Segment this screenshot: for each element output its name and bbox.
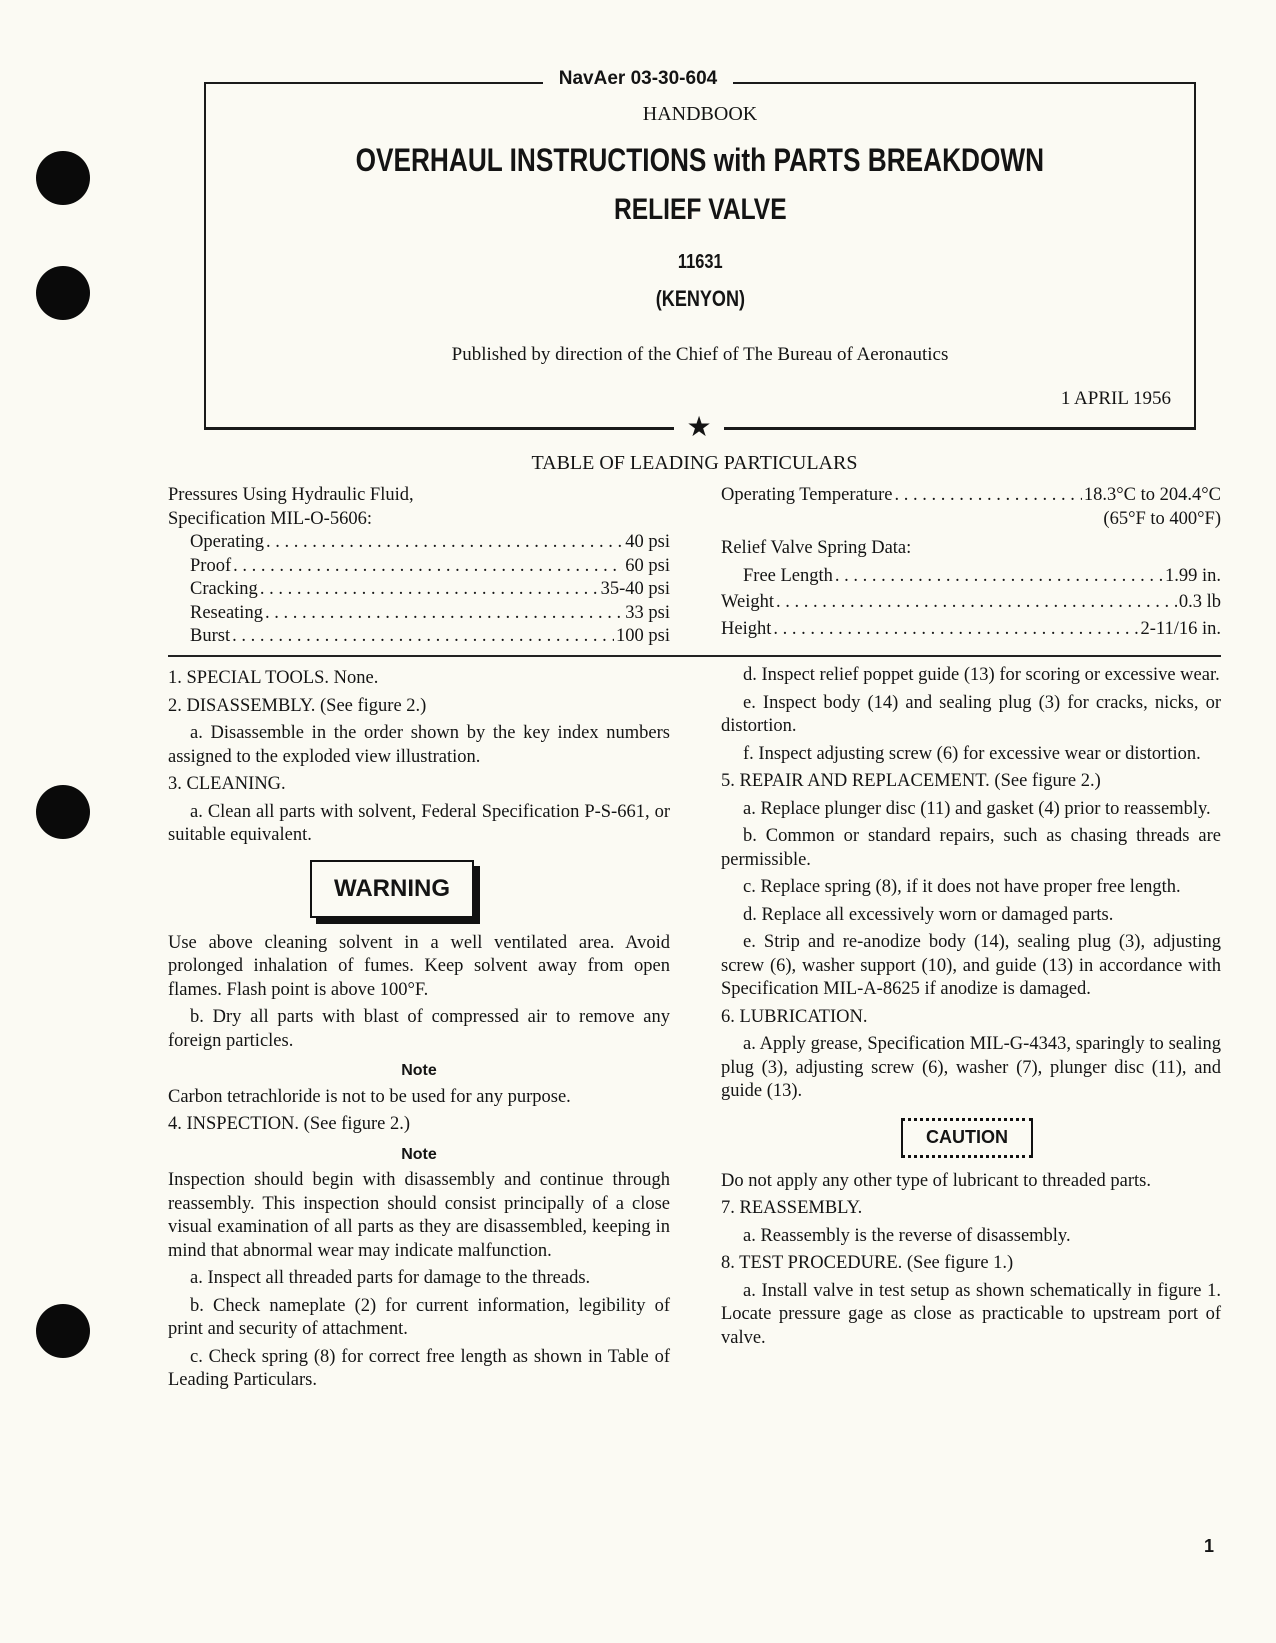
particular-row — [190, 555, 670, 579]
leader-dots — [232, 625, 614, 649]
paragraph: a. Install valve in test setup as shown schematically in figure 1. Locate pressure gage as close as practicable to upstream port of valve. — [721, 1280, 1221, 1348]
particular-row — [190, 602, 670, 626]
published-by: Published by direction of the Chief of The Bureau of Aeronautics — [451, 344, 949, 365]
particular-label: Height — [721, 618, 772, 639]
doc-number-text: NavAer 03-30-604 — [543, 68, 733, 89]
particular-label: Weight — [721, 592, 774, 612]
warning-box: WARNING — [310, 860, 474, 918]
particular-value: 1.99 in. — [1164, 565, 1221, 586]
particular-label: Operating — [190, 532, 264, 552]
particular-value: 2-11/16 in. — [1140, 618, 1221, 639]
manufacturer-text: (KENYON) — [655, 286, 745, 311]
leader-dots — [260, 578, 599, 602]
pressures-heading: Pressures Using Hydraulic Fluid, — [168, 485, 414, 505]
particular-row — [721, 618, 1221, 642]
section-inspection: 4. INSPECTION. (See figure 2.) — [168, 1114, 410, 1134]
note-text: Inspection should begin with disassembly and continue through reassembly. This inspection should consist principally of a close visual examination of all parts as they are disassembled, keeping in mind that abnormal wear may indicate malfunction. — [168, 1170, 670, 1261]
publication-date: 1 APRIL 1956 — [1060, 388, 1171, 409]
particular-value: 40 psi — [625, 532, 670, 552]
particular-row — [190, 625, 670, 649]
particular-label: Burst — [190, 626, 231, 646]
binder-hole — [36, 151, 90, 205]
particular-label: Cracking — [190, 579, 258, 599]
doc-subtitle — [204, 193, 1196, 227]
leader-dots — [266, 531, 623, 555]
section-test-procedure: 8. TEST PROCEDURE. (See figure 1.) — [721, 1253, 1014, 1273]
doc-number — [0, 68, 1276, 90]
leader-dots — [265, 602, 623, 626]
particular-value: 18.3°C to 204.4°C — [1083, 485, 1221, 505]
spring-heading: Relief Valve Spring Data: — [721, 538, 912, 558]
leader-dots — [773, 618, 1138, 642]
particulars-left — [168, 484, 670, 649]
note-heading: Note — [401, 1062, 437, 1079]
particular-row — [190, 578, 670, 602]
section-lubrication: 6. LUBRICATION. — [721, 1006, 868, 1027]
particular-label: Free Length — [743, 565, 833, 586]
paragraph: a. Reassembly is the reverse of disassembly. — [743, 1225, 1071, 1246]
particular-value: 60 psi — [625, 555, 670, 576]
doc-subtitle-text: RELIEF VALVE — [613, 193, 787, 226]
leader-dots — [894, 484, 1081, 508]
section-repair: 5. REPAIR AND REPLACEMENT. (See figure 2.) — [721, 771, 1101, 791]
section-divider — [168, 655, 1221, 657]
paragraph: b. Check nameplate (2) for current information, legibility of print and security of attachment. — [168, 1295, 670, 1339]
paragraph: d. Replace all excessively worn or damaged parts. — [743, 904, 1114, 925]
binder-hole — [36, 785, 90, 839]
handbook-label: HANDBOOK — [642, 103, 758, 125]
paragraph: c. Check spring (8) for correct free length as shown in Table of Leading Particulars. — [168, 1346, 670, 1390]
paragraph: e. Inspect body (14) and sealing plug (3) for cracks, nicks, or distortion. — [721, 692, 1221, 736]
paragraph: d. Inspect relief poppet guide (13) for scoring or excessive wear. — [743, 665, 1220, 685]
paragraph: a. Apply grease, Specification MIL-G-4343, sparingly to sealing plug (3), adjusting screw (6), washer (7), plunger disc (11), and guide (13). — [721, 1034, 1221, 1101]
section-disassembly: 2. DISASSEMBLY. (See figure 2.) — [168, 695, 427, 716]
note-heading: Note — [401, 1145, 437, 1163]
particular-value: 100 psi — [616, 626, 670, 646]
binder-hole — [36, 266, 90, 320]
particular-value: 0.3 lb — [1178, 592, 1221, 612]
page-number: 1 — [1204, 1536, 1215, 1556]
particulars-right — [721, 484, 1221, 641]
section-reassembly: 7. REASSEMBLY. — [721, 1198, 863, 1218]
doc-title-text: OVERHAUL INSTRUCTIONS with PARTS BREAKDOWN — [355, 142, 1045, 178]
right-column — [721, 664, 1221, 1354]
particular-label: Operating Temperature — [721, 485, 893, 505]
caution-text: Do not apply any other type of lubricant to threaded parts. — [721, 1170, 1151, 1191]
left-column — [168, 667, 670, 1397]
section-special-tools: 1. SPECIAL TOOLS. None. — [168, 668, 379, 688]
particular-label: Reseating — [190, 602, 263, 623]
leader-dots — [835, 565, 1163, 589]
section-cleaning: 3. CLEANING. — [168, 774, 286, 794]
paragraph: a. Disassemble in the order shown by the key index numbers assigned to the exploded view illustration. — [168, 723, 670, 767]
particular-row — [190, 531, 670, 555]
paragraph: b. Common or standard repairs, such as chasing threads are permissible. — [721, 826, 1221, 870]
paragraph: e. Strip and re-anodize body (14), sealing plug (3), adjusting screw (6), washer support (10), and guide (13) in accordance with Specification MIL-A-8625 if anodize is damaged. — [721, 932, 1221, 999]
paragraph: c. Replace spring (8), if it does not have proper free length. — [743, 877, 1181, 897]
particular-row — [721, 565, 1221, 589]
particular-value: 33 psi — [625, 602, 670, 623]
note-text: Carbon tetrachloride is not to be used for any purpose. — [168, 1086, 571, 1107]
pressures-spec: Specification MIL-O-5606: — [168, 508, 372, 529]
particular-value: 35-40 psi — [600, 579, 670, 599]
particular-row — [721, 484, 1221, 508]
model-number-text: 11631 — [677, 251, 723, 273]
doc-title — [204, 142, 1196, 179]
particular-label: Proof — [190, 555, 232, 576]
paragraph: a. Inspect all threaded parts for damage to the threads. — [190, 1268, 591, 1288]
paragraph: a. Replace plunger disc (11) and gasket (4) prior to reassembly. — [743, 798, 1211, 819]
star-icon: ★ — [674, 411, 724, 445]
leader-dots — [233, 555, 623, 579]
manufacturer — [204, 286, 1196, 312]
model-number — [204, 251, 1196, 274]
paragraph: b. Dry all parts with blast of compressed air to remove any foreign particles. — [168, 1007, 670, 1051]
paragraph: f. Inspect adjusting screw (6) for excessive wear or distortion. — [743, 743, 1201, 764]
particular-row — [721, 591, 1221, 615]
particulars-title: TABLE OF LEADING PARTICULARS — [531, 452, 858, 474]
caution-box: CAUTION — [901, 1118, 1033, 1158]
warning-text: Use above cleaning solvent in a well ventilated area. Avoid prolonged inhalation of fumes. Keep solvent away from open flames. Flash point is above 100°F. — [168, 932, 670, 1000]
temp-fahrenheit: (65°F to 400°F) — [1103, 508, 1221, 529]
leader-dots — [776, 591, 1177, 615]
binder-hole — [36, 1304, 90, 1358]
paragraph: a. Clean all parts with solvent, Federal Specification P-S-661, or suitable equivalent. — [168, 801, 670, 845]
